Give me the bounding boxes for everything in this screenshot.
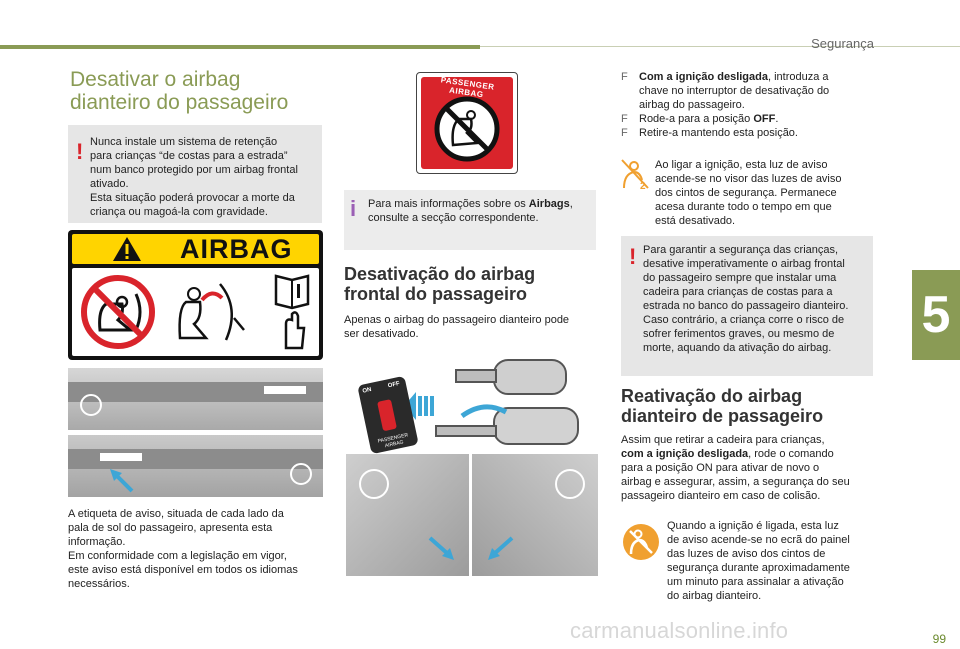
bold-term: Com a ignição desligada: [639, 71, 768, 83]
bold-term: Airbags: [528, 198, 570, 210]
text-line: ser desativado.: [344, 328, 419, 340]
text-span: , introduza a: [767, 71, 829, 83]
bullet: F: [621, 113, 628, 125]
pointer-arrow-icon: [106, 465, 136, 495]
info-text: [368, 197, 573, 225]
text-line: acesa durante todo o tempo em que: [655, 201, 832, 213]
text-line: Para garantir a segurança das crianças,: [643, 244, 839, 256]
sun-visor-photo-top: [68, 368, 323, 430]
text-line: do passageiro sempre que instalar uma: [643, 272, 837, 284]
step-item: [621, 70, 881, 112]
text-line: Retire-a mantendo esta posição.: [639, 127, 798, 139]
sun-visor-caption: [68, 507, 298, 591]
header-accent-bar: [0, 45, 480, 49]
text-line: para a posição ON para ativar de novo o: [621, 462, 820, 474]
step-item: [621, 112, 881, 126]
text-line: morte, aquando da ativação do airbag.: [643, 342, 832, 354]
reactivation-heading: [621, 386, 823, 426]
text-line: dos cintos de segurança. Permanece: [655, 187, 837, 199]
text-line: [639, 70, 829, 84]
text-line: do airbag dianteiro.: [667, 590, 762, 602]
text-line: Apenas o airbag do passageiro dianteiro pode: [344, 314, 570, 326]
text-line: este aviso está disponível em todos os idiomas: [68, 564, 298, 576]
heading-line: dianteiro de passageiro: [621, 406, 824, 426]
switch-label: PASSENGER AIRBAG: [377, 432, 409, 450]
heading-line: Desativação do airbag: [344, 264, 536, 284]
dashboard-photo-left: [344, 454, 469, 576]
label-pictograms: [72, 268, 319, 356]
bold-term: com a ignição desligada: [621, 448, 749, 460]
text-line: Caso contrário, a criança corre o risco de: [643, 314, 845, 326]
text-line: airbag e assegurar, assim, a segurança do seu: [621, 476, 850, 488]
text-line: Ao ligar a ignição, esta luz de aviso: [655, 159, 828, 171]
steering-icon: [354, 464, 394, 504]
text-line: consulte a secção correspondente.: [368, 212, 539, 224]
text-line: acende-se no visor das luzes de aviso: [655, 173, 842, 185]
text-line: criança ou magoá-la com gravidade.: [90, 206, 268, 218]
deactivation-text: [344, 313, 569, 341]
text-line: [621, 447, 850, 461]
passenger-airbag-sign: [416, 72, 518, 174]
text-line: ativado.: [90, 178, 129, 190]
text-line: Assim que retirar a cadeira para crianças,: [621, 434, 825, 446]
switch-key-slot: [377, 399, 397, 431]
text-line: [639, 112, 778, 126]
label-heading: AIRBAG: [180, 234, 293, 264]
text-line: está desativado.: [655, 215, 736, 227]
pointer-arrow-icon: [426, 534, 460, 564]
text-line: Nunca instale um sistema de retenção: [90, 136, 278, 148]
heading-line: frontal do passageiro: [344, 284, 528, 304]
page-number: 99: [932, 632, 946, 646]
sun-visor-photo-bottom: [68, 435, 323, 497]
text-line: airbag do passageiro.: [639, 99, 745, 111]
divider: [344, 454, 346, 576]
warning-icon: !: [76, 139, 84, 164]
deactivation-steps: [621, 70, 881, 140]
text-line: [368, 197, 573, 211]
bullet: F: [621, 127, 628, 139]
title-line: Desativar o airbag: [70, 68, 241, 91]
pointer-arrow-icon: [482, 534, 516, 564]
warning-box-child-seat: [68, 125, 322, 223]
header-rule: [480, 46, 960, 47]
steering-icon: [288, 461, 314, 487]
no-rear-facing-seat-icon: [78, 274, 158, 350]
text-line: Em conformidade com a legislação em vigor,: [68, 550, 287, 562]
warning-text: [90, 135, 298, 219]
warning-text: [643, 243, 848, 355]
heading-line: Reativação do airbag: [621, 386, 803, 406]
text-line: necessários.: [68, 578, 130, 590]
step-item: [621, 126, 881, 140]
lamp-on-text: [667, 519, 850, 603]
text-line: pala de sol do passageiro, apresenta esta: [68, 522, 273, 534]
text-line: passageiro dianteiro em caso de colisão.: [621, 490, 821, 502]
text-line: das luzes de aviso dos cintos de: [667, 548, 826, 560]
text-line: de aviso acende-se no ecrã do painel: [667, 534, 850, 546]
section-label: Segurança: [811, 36, 874, 51]
sign-text: PASSENGER AIRBAG: [440, 75, 496, 100]
text-line: num banco protegido por um airbag frontal: [90, 164, 298, 176]
deactivation-heading: [344, 264, 535, 304]
text-line: sofrer ferimentos graves, ou mesmo de: [643, 328, 835, 340]
text-line: desative imperativamente o airbag frontal: [643, 258, 845, 270]
label-header: [72, 234, 319, 264]
text-span: Para mais informações sobre os: [368, 198, 529, 210]
steering-icon: [78, 392, 104, 418]
text-line: segurança durante aproximadamente: [667, 562, 850, 574]
text-span: .: [775, 113, 779, 125]
warning-icon: !: [629, 244, 637, 269]
steering-icon: [550, 464, 590, 504]
text-line: para crianças “de costas para a estrada”: [90, 150, 288, 162]
reactivation-text: [621, 433, 850, 503]
step-text: [639, 70, 829, 112]
text-line: A etiqueta de aviso, situada de cada lado da: [68, 508, 284, 520]
visor-label: [264, 386, 306, 394]
page-title: [70, 68, 288, 114]
read-manual-icon: [272, 272, 314, 352]
airbag-deploy-icon: [172, 278, 252, 348]
chapter-tab: 5: [912, 270, 960, 360]
text-span: , rode o comando: [748, 448, 834, 460]
switch-off-label: OFF: [387, 380, 401, 390]
airbag-warning-label: [68, 230, 323, 360]
text-line: estrada no banco do passageiro dianteiro.: [643, 300, 849, 312]
key-switch-illustration: [344, 356, 598, 450]
airbag-on-lamp-icon: [621, 522, 661, 562]
text-line: Esta situação poderá provocar a morte da: [90, 192, 295, 204]
bold-term: OFF: [753, 113, 776, 125]
bullet: F: [621, 71, 628, 83]
text-span: Rode-a para a posição: [639, 113, 754, 125]
dashboard-photo-right: [472, 454, 598, 576]
text-line: cadeira para crianças de costas para a: [643, 286, 833, 298]
text-line: Quando a ignição é ligada, esta luz: [667, 520, 839, 532]
info-icon: i: [350, 196, 357, 221]
text-line: chave no interruptor de desativação do: [639, 85, 830, 97]
svg-text:2: 2: [640, 181, 646, 190]
switch-on-label: ON: [361, 386, 373, 395]
lamp-off-text: [655, 158, 842, 228]
hazard-triangle-icon: [112, 236, 142, 262]
text-span: ,: [569, 198, 573, 210]
info-box-airbags: [344, 190, 596, 250]
title-line: dianteiro do passageiro: [70, 91, 289, 114]
watermark: carmanualsonline.info: [570, 618, 789, 643]
warning-box-deactivate: [621, 236, 873, 376]
text-line: informação.: [68, 536, 126, 548]
airbag-off-lamp-icon: [620, 158, 650, 190]
visor-label: [100, 453, 142, 461]
text-line: um minuto para assinalar a ativação: [667, 576, 844, 588]
